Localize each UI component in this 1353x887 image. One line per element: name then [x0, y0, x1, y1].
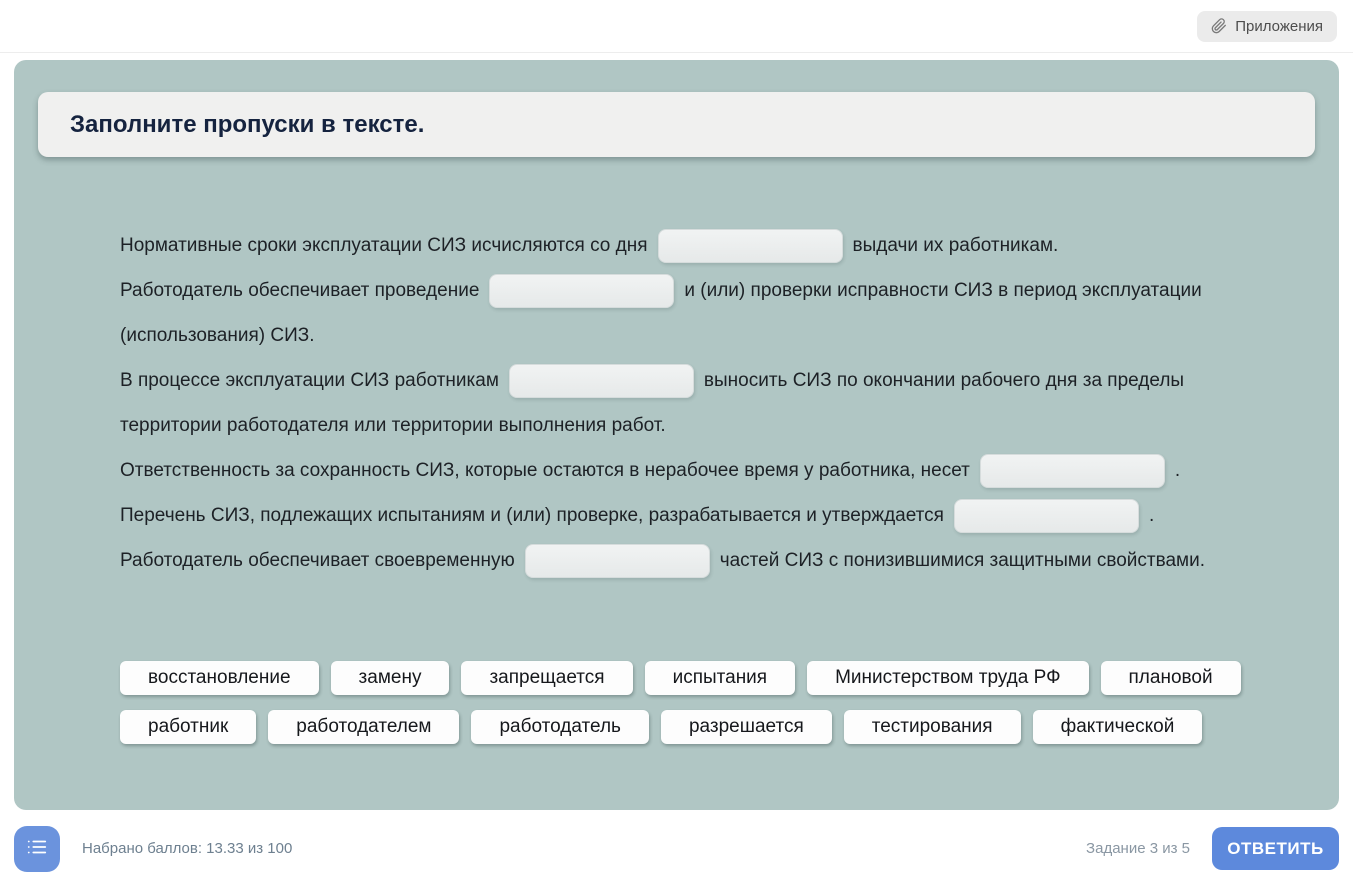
sentence-text: частей СИЗ с понизившимися защитными свойствами. — [719, 550, 1206, 571]
progress-label: Задание 3 из 5 — [1086, 840, 1190, 857]
attachments-button[interactable] — [1197, 11, 1337, 42]
word-option[interactable]: работодатель — [471, 710, 648, 744]
word-option[interactable]: разрешается — [661, 710, 832, 744]
fill-in-text — [120, 223, 1230, 583]
answer-button[interactable]: ОТВЕТИТЬ — [1212, 827, 1339, 870]
blank-input-2[interactable] — [489, 274, 674, 308]
blank-input-4[interactable] — [980, 454, 1165, 488]
word-option[interactable]: восстановление — [120, 661, 319, 695]
task-title-box — [38, 92, 1315, 157]
task-panel — [14, 60, 1339, 810]
word-option[interactable]: фактической — [1033, 710, 1203, 744]
top-bar — [0, 0, 1353, 53]
blank-input-5[interactable] — [954, 499, 1139, 533]
score-label: Набрано баллов: 13.33 из 100 — [82, 840, 293, 857]
blank-input-3[interactable] — [509, 364, 694, 398]
sentence-2 — [120, 268, 1230, 358]
attachments-label: Приложения — [1235, 17, 1323, 35]
paperclip-icon — [1211, 18, 1227, 34]
sentence-text: Ответственность за сохранность СИЗ, которые остаются в нерабочее время у работника, несет — [120, 460, 970, 481]
sentence-text: выносить СИЗ по окончании рабочего дня за пределы территории работодателя или территории выполнения работ. — [120, 370, 1185, 436]
footer-bar — [0, 810, 1353, 887]
sentence-text: и (или) проверки исправности СИЗ в период эксплуатации (использования) СИЗ. — [120, 280, 1202, 346]
word-option[interactable]: работник — [120, 710, 256, 744]
word-option[interactable]: плановой — [1101, 661, 1241, 695]
sentence-text: Нормативные сроки эксплуатации СИЗ исчисляются со дня — [120, 235, 648, 256]
word-option[interactable]: замену — [331, 661, 450, 695]
sentence-text: Перечень СИЗ, подлежащих испытаниям и (или) проверке, разрабатывается и утверждается — [120, 505, 944, 526]
sentence-1 — [120, 223, 1230, 268]
word-option[interactable]: тестирования — [844, 710, 1021, 744]
sentence-text: В процессе эксплуатации СИЗ работникам — [120, 370, 499, 391]
blank-input-6[interactable] — [525, 544, 710, 578]
task-title: Заполните пропуски в тексте. — [70, 110, 425, 138]
sentence-text: Работодатель обеспечивает проведение — [120, 280, 480, 301]
word-option[interactable]: Министерством труда РФ — [807, 661, 1088, 695]
word-bank-row-2 — [120, 710, 1339, 744]
sentence-text: . — [1174, 460, 1181, 481]
list-icon — [26, 836, 48, 861]
word-bank-row-1 — [120, 661, 1339, 695]
sentence-5 — [120, 493, 1230, 538]
sentence-text: Работодатель обеспечивает своевременную — [120, 550, 515, 571]
word-option[interactable]: испытания — [645, 661, 796, 695]
sentence-text: . — [1148, 505, 1155, 526]
sentence-text: выдачи их работникам. — [852, 235, 1059, 256]
sentence-6 — [120, 538, 1230, 583]
word-option[interactable]: работодателем — [268, 710, 459, 744]
word-bank — [120, 661, 1339, 744]
question-list-button[interactable] — [14, 826, 60, 872]
blank-input-1[interactable] — [658, 229, 843, 263]
sentence-4 — [120, 448, 1230, 493]
word-option[interactable]: запрещается — [461, 661, 632, 695]
sentence-3 — [120, 358, 1230, 448]
